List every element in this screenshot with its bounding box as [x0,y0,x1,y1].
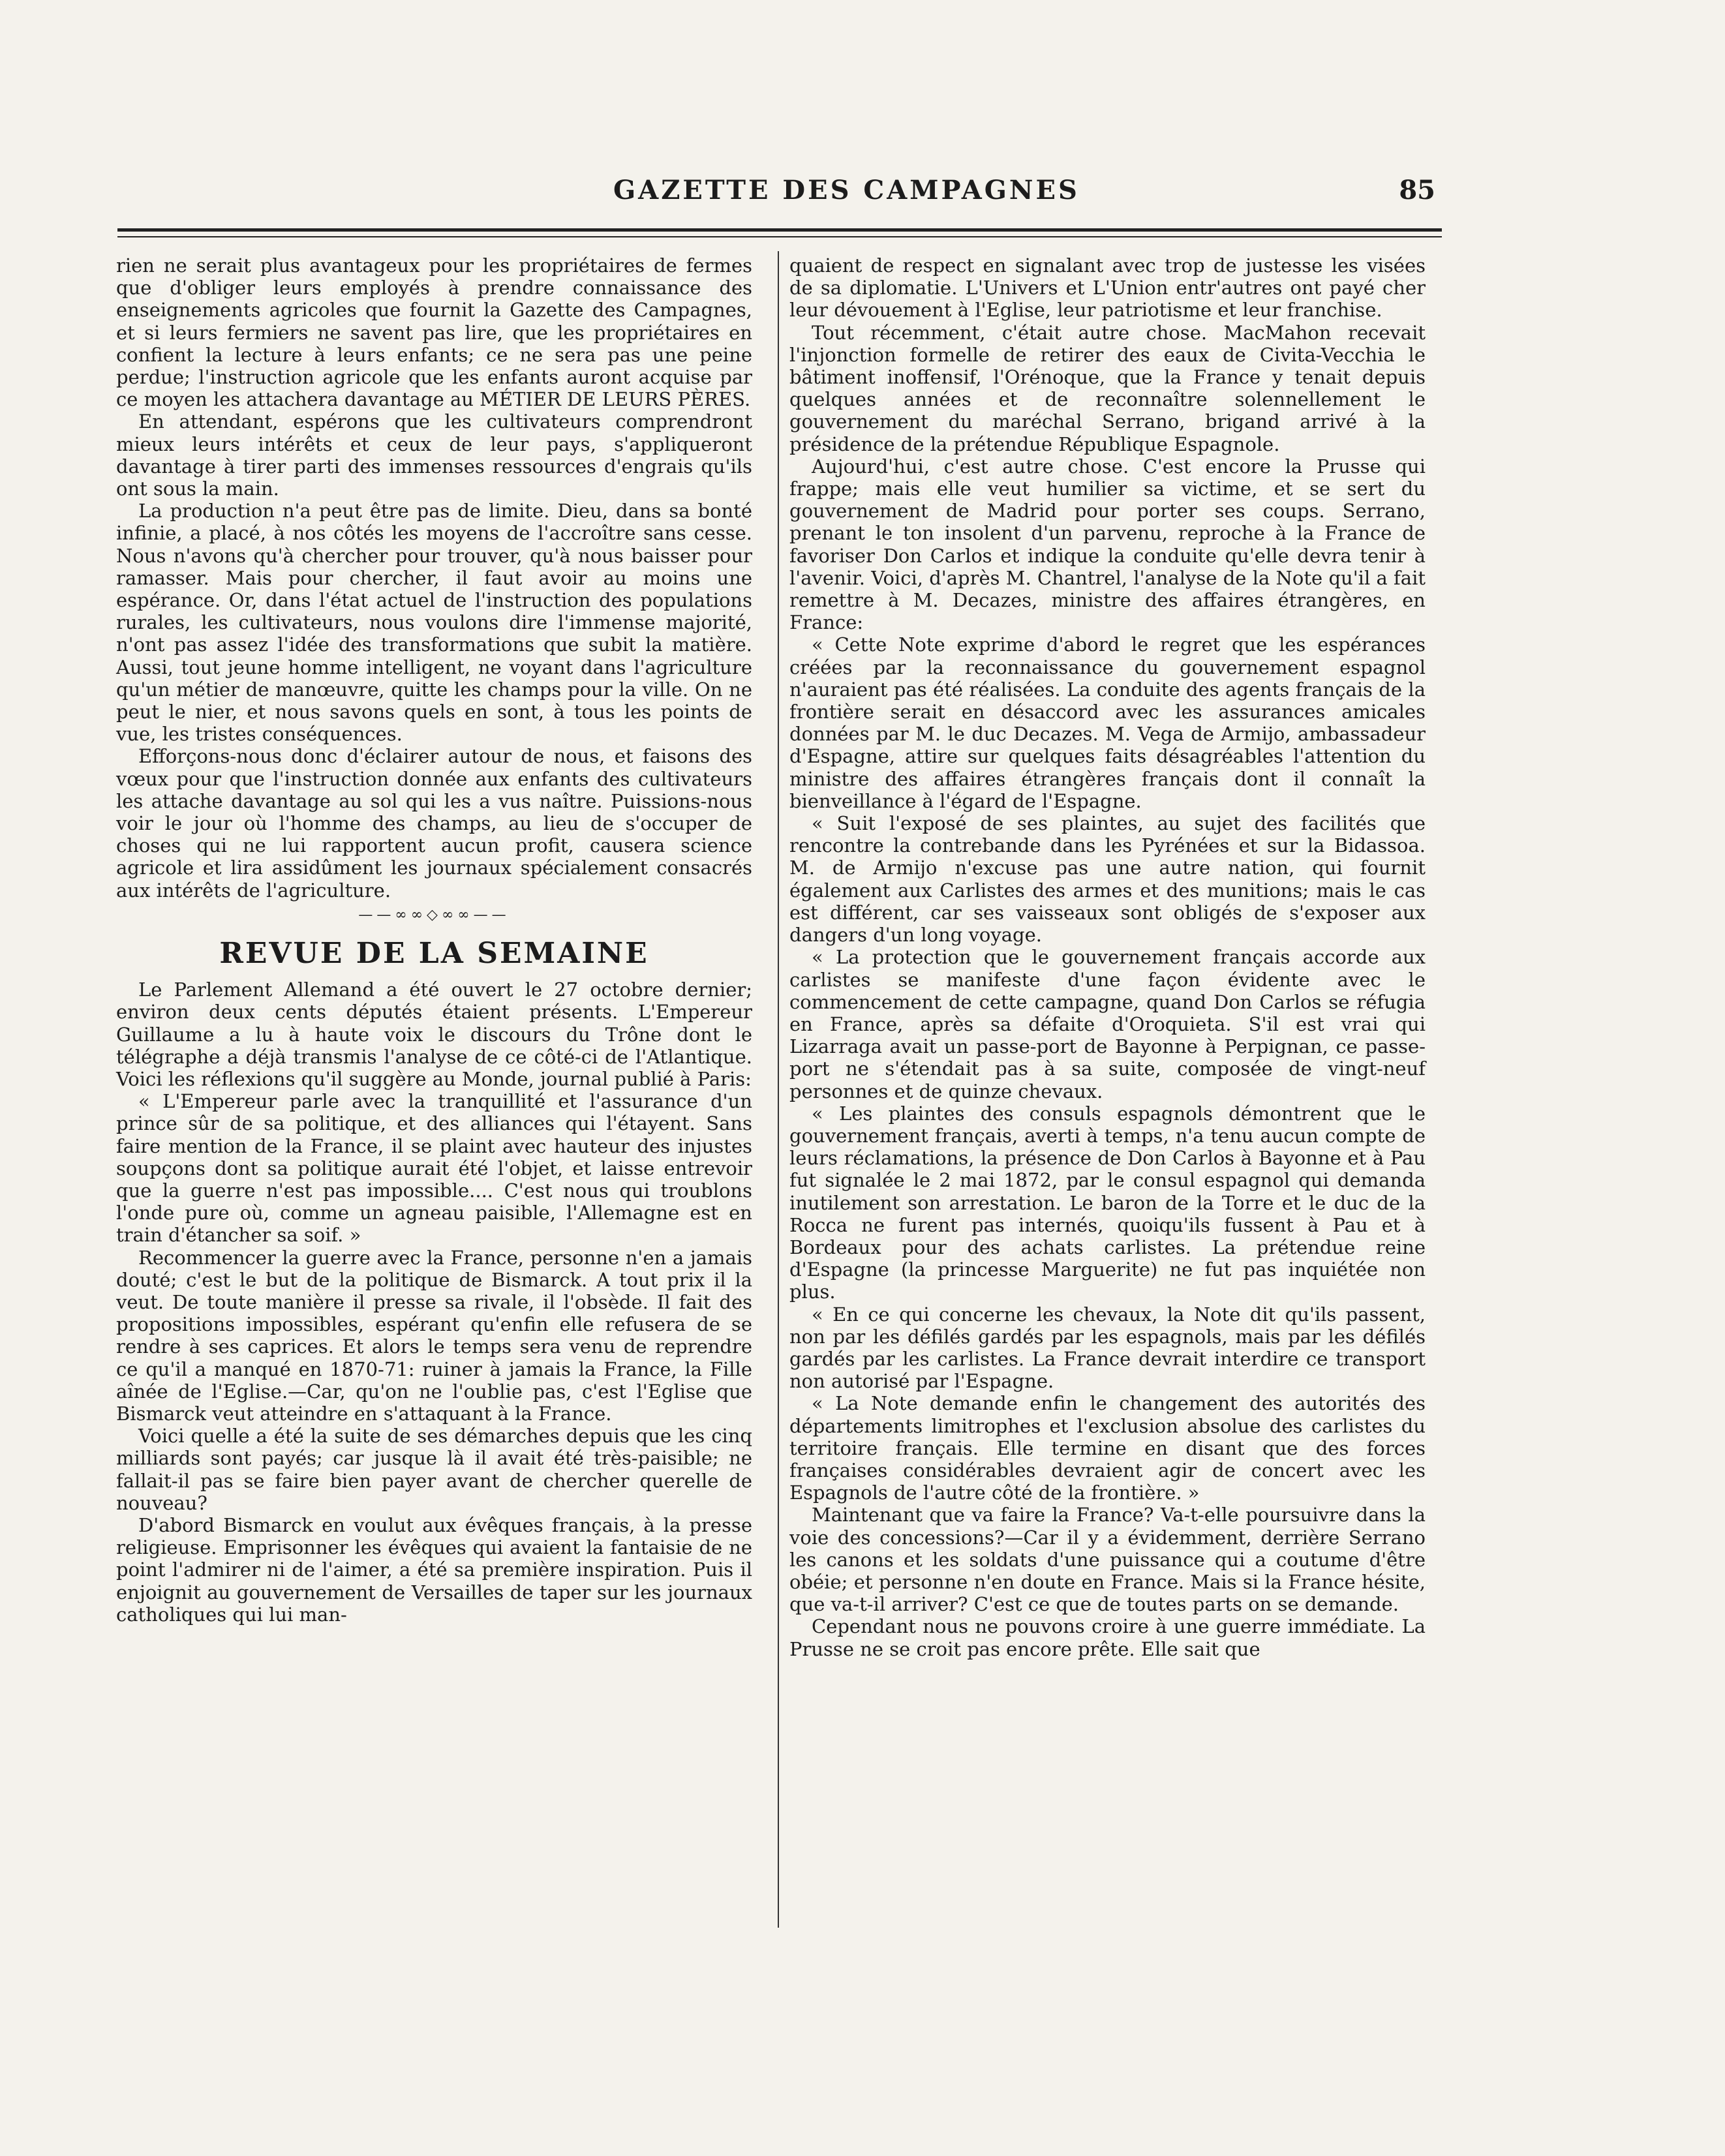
paragraph: Maintenant que va faire la France? Va-t-elle poursuivre dans la voie des concessions?—Car il y a évidemment, derrière Serrano les canons et les soldats d'une puissance qui a coutume d'être obéie; et personne n'en doute en France. Mais si la France hésite, que va-t-il arriver? C'est ce que de toutes parts on se demande. [789,1504,1426,1616]
page-number: 85 [1399,175,1435,205]
page-header [117,175,1435,214]
column-divider [778,251,779,1928]
paragraph: En attendant, espérons que les cultivateurs comprendront mieux leurs intérêts et ceux de leur pays, s'appliqueront davantage à tirer parti des immenses ressources d'engrais qu'ils ont sous la main. [116,410,752,500]
paragraph: quaient de respect en signalant avec trop de justesse les visées de sa diplomatie. L'Univers et L'Union entr'autres ont payé cher leur dévouement à l'Eglise, leur patriotisme et leur franchise. [789,254,1426,322]
paragraph: Recommencer la guerre avec la France, personne n'en a jamais douté; c'est le but de la politique de Bismarck. A tout prix il la veut. De toute manière il presse sa rivale, il l'obsède. Il fait des propositions impossibles, espérant qu'enfin elle refusera de se rendre à ses caprices. Et alors le temps sera venu de reprendre ce qu'il a manqué en 1870-71: ruiner à jamais la France, la Fille aînée de l'Eglise.—Car, qu'on ne l'oublie pas, c'est l'Eglise que Bismarck veut atteindre en s'attaquant à la France. [116,1246,752,1425]
paragraph: « Suit l'exposé de ses plaintes, au sujet des facilités que rencontre la contrebande dans les Pyrénées et sur la Bidassoa. M. de Armijo n'excuse pas une autre nation, qui fournit également aux Carlistes des armes et des munitions; mais le cas est différent, car ses vaisseaux sont obligés de s'exposer aux dangers d'un long voyage. [789,812,1426,947]
paragraph: « En ce qui concerne les chevaux, la Note dit qu'ils passent, non par les défilés gardés par les espagnols, mais par les défilés gardés par les carlistes. La France devrait interdire ce transport non autorisé par l'Espagne. [789,1303,1426,1393]
paragraph: « La protection que le gouvernement français accorde aux carlistes se manifeste d'une façon évidente avec le commencement de cette campagne, quand Don Carlos se réfugia en France, après sa défaite d'Oroquieta. S'il est vrai qui Lizarraga avait un passe-port de Bayonne à Perpignan, ce passe-port ne s'étendait pas à sa suite, composée de vingt-neuf personnes et de quinze chevaux. [789,946,1426,1102]
section-title: REVUE DE LA SEMAINE [219,937,649,971]
paragraph: La production n'a peut être pas de limite. Dieu, dans sa bonté infinie, a placé, à nos côtés les moyens de l'accroître sans cesse. Nous n'avons qu'à chercher pour trouver, qu'à nous baisser pour ramasser. Mais pour chercher, il faut avoir au moins une espérance. Or, dans l'état actuel de l'instruction des populations rurales, les cultivateurs, nous voulons dire l'immense majorité, n'ont pas assez l'idée des transformations que subit la matière. Aussi, tout jeune homme intelligent, ne voyant dans l'agriculture qu'un métier de manœuvre, quitte les champs pour la ville. On ne peut le nier, et nous savons quels en sont, à tous les points de vue, les tristes conséquences. [116,500,752,746]
paragraph: Efforçons-nous donc d'éclairer autour de nous, et faisons des vœux pour que l'instruction donnée aux enfants des cultivateurs les attache davantage au sol qui les a vus naître. Puissions-nous voir le jour où l'homme des champs, au lieu de s'occuper de choses qui ne lui rapportent aucun profit, causera science agricole et lira assidûment les journaux spécialement consacrés aux intérêts de l'agriculture. [116,745,752,902]
ornament-divider: ——∞∞◇∞∞—— [358,906,510,923]
paragraph: « L'Empereur parle avec la tranquillité et l'assurance d'un prince sûr de sa politique, et des alliances qui l'étayent. Sans faire mention de la France, il se plaint avec hauteur des injustes soupçons dont sa politique aurait été l'objet, et laisse entrevoir que la guerre n'est pas impossible.... C'est nous qui troublons l'onde pure où, comme un agneau paisible, l'Allemagne est en train d'étancher sa soif. » [116,1090,752,1247]
right-column [789,254,1426,1660]
paragraph: rien ne serait plus avantageux pour les propriétaires de fermes que d'obliger leurs employés à prendre connaissance des enseignements agricoles que fournit la Gazette des Campagnes, et si leurs fermiers ne savent pas lire, que les propriétaires en confient la lecture à leurs enfants; ce ne sera pas une peine perdue; l'instruction agricole que les enfants auront acquise par ce moyen les attachera davantage au MÉTIER DE LEURS PÈRES. [116,254,752,411]
paragraph: « Les plaintes des consuls espagnols démontrent que le gouvernement français, averti à temps, n'a tenu aucun compte de leurs réclamations, la présence de Don Carlos à Bayonne et à Pau fut signalée le 2 mai 1872, par le consul espagnol qui demanda inutilement son arrestation. Le baron de la Torre et le duc de la Rocca ne furent pas internés, quoiqu'ils fussent à Pau et à Bordeaux pour des achats carlistes. La prétendue reine d'Espagne (la princesse Marguerite) ne fut pas inquiétée non plus. [789,1102,1426,1303]
paragraph: Tout récemment, c'était autre chose. MacMahon recevait l'injonction formelle de retirer des eaux de Civita-Vecchia le bâtiment inoffensif, l'Orénoque, que la France y tenait depuis quelques années et de reconnaître solennellement le gouvernement du maréchal Serrano, brigand arrivé à la présidence de la prétendue République Espagnole. [789,321,1426,455]
paragraph: « La Note demande enfin le changement des autorités des départements limitrophes et l'exclusion absolue des carlistes du territoire français. Elle termine en disant que des forces françaises considérables devraient agir de concert avec les Espagnols de l'autre côté de la frontière. » [789,1392,1426,1504]
left-column [116,254,752,1626]
paragraph: Aujourd'hui, c'est autre chose. C'est encore la Prusse qui frappe; mais elle veut humilier sa victime, et se sert du gouvernement de Madrid pour porter ses coups. Serrano, prenant le ton insolent d'un parvenu, reproche à la France de favoriser Don Carlos et indique la conduite qu'elle devra tenir à l'avenir. Voici, d'après M. Chantrel, l'analyse de la Note qu'il a fait remettre à M. Decazes, ministre des affaires étrangères, en France: [789,455,1426,634]
paragraph: Voici quelle a été la suite de ses démarches depuis que les cinq milliards sont payés; car jusque là il avait été très-paisible; ne fallait-il pas se faire bien payer avant de chercher querelle de nouveau? [116,1425,752,1514]
paragraph: Cependant nous ne pouvons croire à une guerre immédiate. La Prusse ne se croit pas encore prête. Elle sait que [789,1615,1426,1660]
paragraph: Le Parlement Allemand a été ouvert le 27 octobre dernier; environ deux cents députés étaient présents. L'Empereur Guillaume a lu à haute voix le discours du Trône dont le télégraphe a déjà transmis l'analyse de ce côté-ci de l'Atlantique. Voici les réflexions qu'il suggère au Monde, journal publié à Paris: [116,979,752,1090]
header-rule-thin [117,236,1442,237]
header-rule [117,228,1442,232]
paragraph: « Cette Note exprime d'abord le regret que les espérances créées par la reconnaissance du gouvernement espagnol n'auraient pas été réalisées. La conduite des agents français de la frontière serait en désaccord avec les assurances amicales données par M. le duc Decazes. M. Vega de Armijo, ambassadeur d'Espagne, attire sur quelques faits désagréables l'attention du ministre des affaires étrangères français dont il connaît la bienveillance à l'égard de l'Espagne. [789,633,1426,812]
running-title: GAZETTE DES CAMPAGNES [613,175,1080,205]
paragraph: D'abord Bismarck en voulut aux évêques français, à la presse religieuse. Emprisonner les évêques qui avaient la fantaisie de ne point l'admirer ni de l'aimer, a été sa première inspiration. Puis il enjoignit au gouvernement de Versailles de taper sur les journaux catholiques qui lui man- [116,1513,752,1626]
